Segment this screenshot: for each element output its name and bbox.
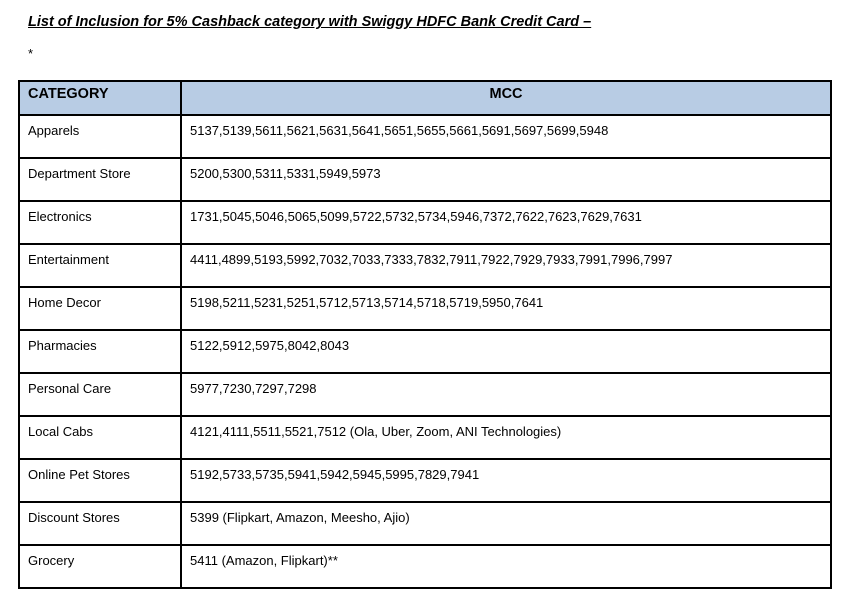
category-cell: Grocery bbox=[19, 545, 181, 588]
mcc-table bbox=[18, 80, 832, 589]
table-row bbox=[19, 502, 831, 545]
category-cell: Pharmacies bbox=[19, 330, 181, 373]
table-row bbox=[19, 115, 831, 158]
mcc-cell: 5192,5733,5735,5941,5942,5945,5995,7829,7941 bbox=[181, 459, 831, 502]
table-row bbox=[19, 459, 831, 502]
table-header-row bbox=[19, 81, 831, 115]
category-cell: Department Store bbox=[19, 158, 181, 201]
column-header-mcc: MCC bbox=[181, 81, 831, 115]
category-cell: Entertainment bbox=[19, 244, 181, 287]
category-cell: Discount Stores bbox=[19, 502, 181, 545]
category-cell: Apparels bbox=[19, 115, 181, 158]
table-row bbox=[19, 330, 831, 373]
mcc-cell: 4121,4111,5511,5521,7512 (Ola, Uber, Zoom, ANI Technologies) bbox=[181, 416, 831, 459]
mcc-cell: 5198,5211,5231,5251,5712,5713,5714,5718,5719,5950,7641 bbox=[181, 287, 831, 330]
mcc-cell: 4411,4899,5193,5992,7032,7033,7333,7832,7911,7922,7929,7933,7991,7996,7997 bbox=[181, 244, 831, 287]
category-cell: Home Decor bbox=[19, 287, 181, 330]
mcc-cell: 5977,7230,7297,7298 bbox=[181, 373, 831, 416]
table-row bbox=[19, 545, 831, 588]
mcc-cell: 5200,5300,5311,5331,5949,5973 bbox=[181, 158, 831, 201]
mcc-cell: 1731,5045,5046,5065,5099,5722,5732,5734,5946,7372,7622,7623,7629,7631 bbox=[181, 201, 831, 244]
category-cell: Personal Care bbox=[19, 373, 181, 416]
table-row bbox=[19, 201, 831, 244]
mcc-cell: 5137,5139,5611,5621,5631,5641,5651,5655,5661,5691,5697,5699,5948 bbox=[181, 115, 831, 158]
mcc-cell: 5399 (Flipkart, Amazon, Meesho, Ajio) bbox=[181, 502, 831, 545]
table-row bbox=[19, 287, 831, 330]
mcc-cell: 5122,5912,5975,8042,8043 bbox=[181, 330, 831, 373]
table-row bbox=[19, 373, 831, 416]
table-row bbox=[19, 158, 831, 201]
footnote-marker: * bbox=[28, 46, 34, 61]
category-cell: Local Cabs bbox=[19, 416, 181, 459]
column-header-category: CATEGORY bbox=[19, 81, 181, 115]
table-row bbox=[19, 416, 831, 459]
category-cell: Electronics bbox=[19, 201, 181, 244]
category-cell: Online Pet Stores bbox=[19, 459, 181, 502]
page-title: List of Inclusion for 5% Cashback category with Swiggy HDFC Bank Credit Card – bbox=[28, 14, 592, 30]
mcc-cell: 5411 (Amazon, Flipkart)** bbox=[181, 545, 831, 588]
table-row bbox=[19, 244, 831, 287]
